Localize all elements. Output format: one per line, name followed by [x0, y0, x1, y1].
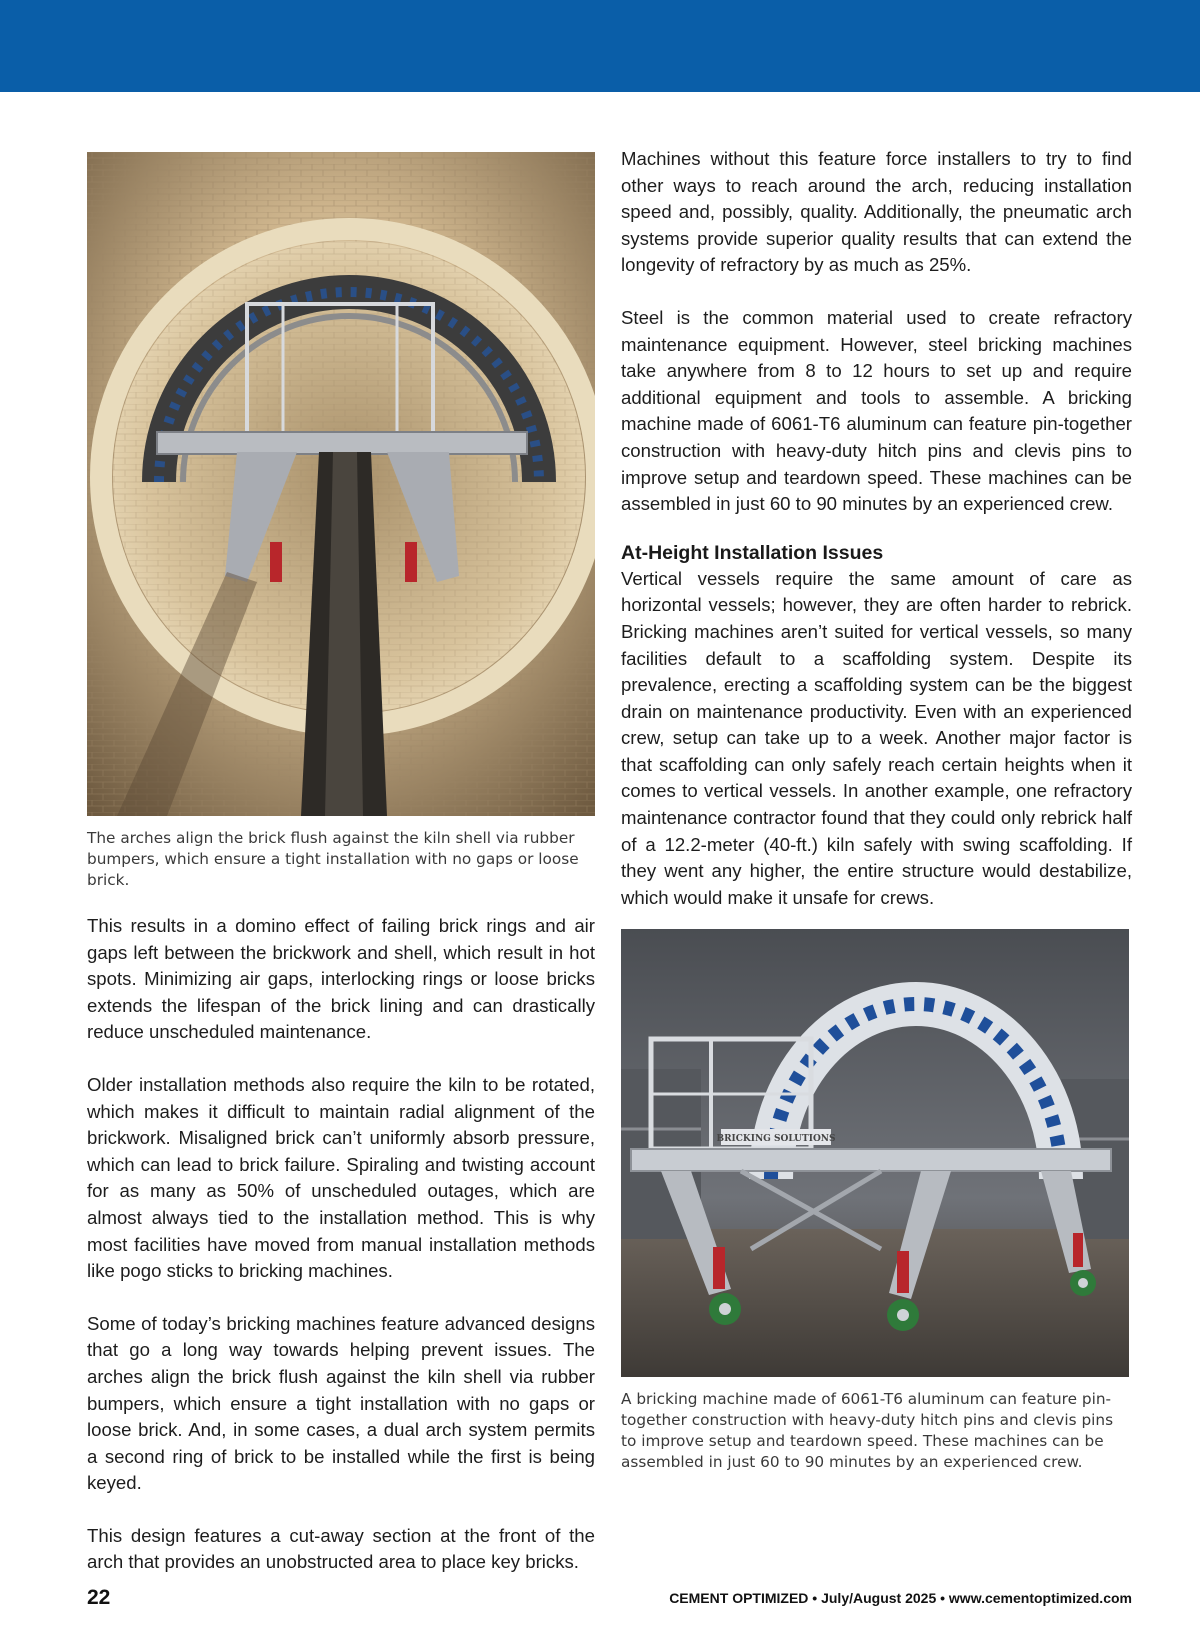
paragraph: This results in a domino effect of failing brick rings and air gaps left between the brickwork and shell, which result in hot spots. Minimizing air gaps, interlocking rings or loose bricks extends the lifespan of the brick lining and can drastically reduce unscheduled maintenance.: [87, 915, 595, 1043]
publication-footer: CEMENT OPTIMIZED • July/August 2025 • www.cementoptimized.com: [669, 1590, 1132, 1606]
paragraph: Steel is the common material used to create refractory maintenance equipment. However, steel bricking machines take anywhere from 8 to 12 hours to set up and require additional equipment and tools to assemble. A bricking machine made of 6061-T6 aluminum can feature pin-together construction with heavy-duty hitch pins and clevis pins to improve setup and teardown speed. These machines can be assembled in just 60 to 90 minutes by an experienced crew.: [621, 306, 1132, 515]
left-column: [87, 152, 595, 1576]
section-heading: At-Height Installation Issues: [621, 541, 884, 564]
paragraph: Older installation methods also require the kiln to be rotated, which makes it difficult to maintain radial alignment of the brickwork. Misaligned brick can’t uniformly absorb pressure, which can lead to brick failure. Spiraling and twisting account for as many as 50% of unscheduled outages, which are almost always tied to the installation method. This is why most facilities have moved from manual installation methods like pogo sticks to bricking machines.: [87, 1073, 595, 1282]
right-column: [621, 146, 1132, 1473]
kiln-interior-photo: [87, 152, 595, 816]
header-band: [0, 0, 1200, 92]
paragraph: Some of today’s bricking machines feature advanced designs that go a long way towards helping prevent issues. The arches align the brick flush against the kiln shell via rubber bumpers, which ensure a tight installation with no gaps or loose brick. And, in some cases, a dual arch system permits a second ring of brick to be installed while the first is being keyed.: [87, 1312, 595, 1494]
paragraph: Machines without this feature force installers to try to find other ways to reach around the arch, reducing installation speed and, possibly, quality. Additionally, the pneumatic arch systems provide superior quality results that can extend the longevity of refractory by as much as 25%.: [621, 148, 1132, 276]
page-number: 22: [87, 1586, 111, 1609]
machine-sign-text: BRICKING SOLUTIONS: [716, 1134, 836, 1145]
kiln-photo-caption: The arches align the brick flush against the kiln shell via rubber bumpers, which ensure a tight installation with no gaps or loose brick.: [87, 829, 579, 889]
bricking-machine-photo: [621, 929, 1129, 1377]
paragraph: Vertical vessels require the same amount of care as horizontal vessels; however, they are often harder to rebrick. Bricking machines aren’t suited for vertical vessels, so many facilities default to a scaffolding system. Despite its prevalence, erecting a scaffolding system can be the biggest drain on maintenance productivity. Even with an experienced crew, setup can take up to a week. Another major factor is that scaffolding can only safely reach certain heights when it comes to vertical vessels. In another example, one refractory maintenance contractor found that they could only rebrick half of a 12.2-meter (40-ft.) kiln safely with swing scaffolding. If they went any higher, the entire structure would destabilize, which would make it unsafe for crews.: [621, 567, 1132, 908]
machine-photo-caption: A bricking machine made of 6061-T6 aluminum can feature pin-together construction with heavy-duty hitch pins and clevis pins to improve setup and teardown speed. These machines can be assembled in just 60 to 90 minutes by an experienced crew.: [621, 1390, 1114, 1472]
paragraph: This design features a cut-away section at the front of the arch that provides an unobstructed area to place key bricks.: [87, 1524, 595, 1573]
